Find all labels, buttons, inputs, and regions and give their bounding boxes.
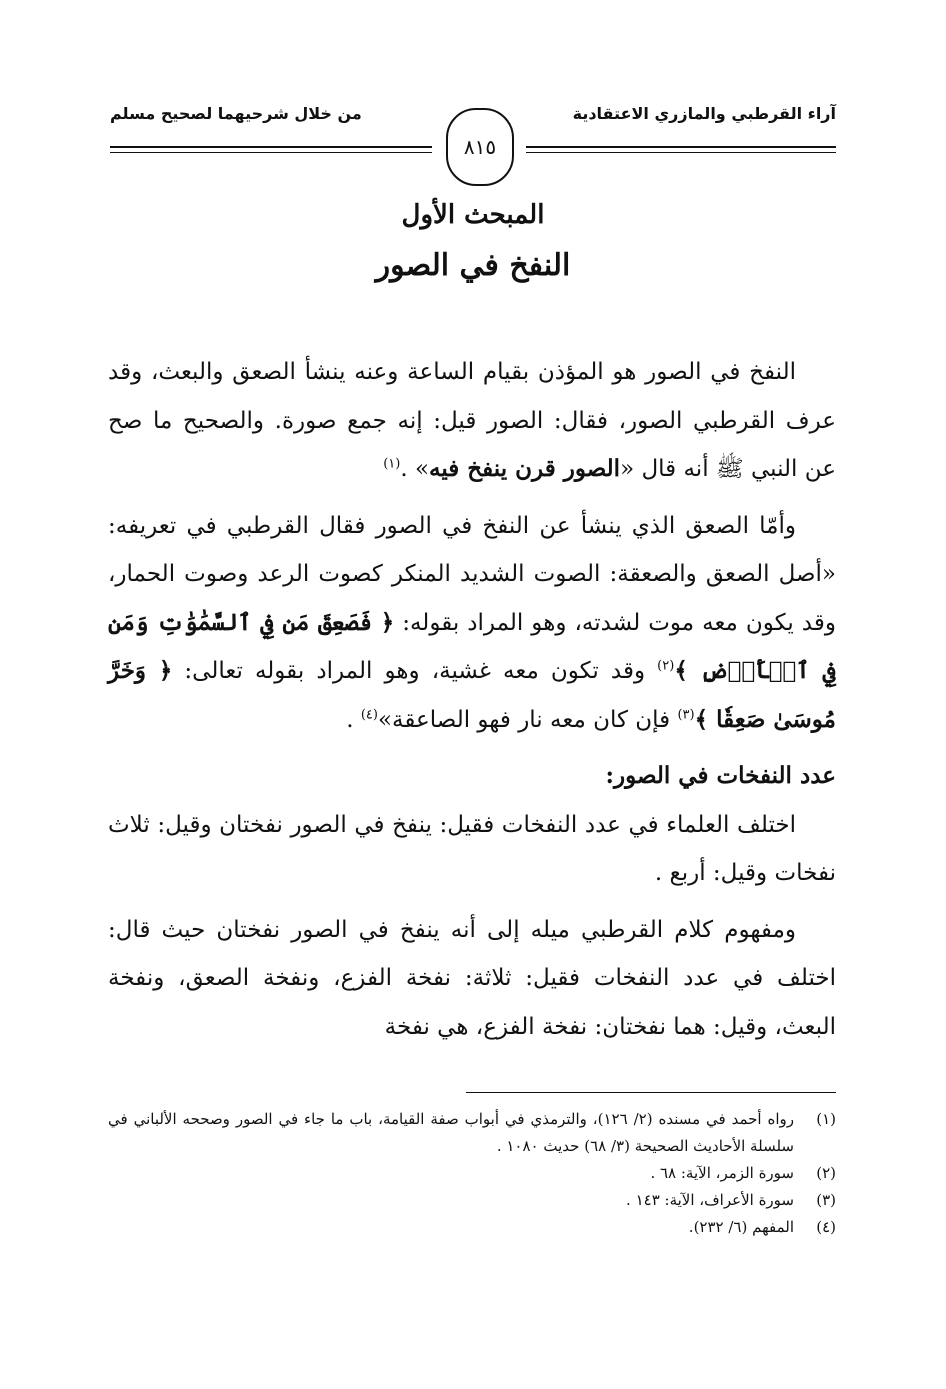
paragraph-3: اختلف العلماء في عدد النفخات فقيل: ينفخ في الصور نفختان وقيل: ثلاث نفخات وقيل: أربع . — [108, 811, 836, 886]
section-title: المبحث الأول — [401, 200, 545, 230]
footnote-text: المفهم (٦/ ٢٣٢). — [688, 1218, 794, 1236]
footnote-divider — [466, 1092, 836, 1093]
footnote-text: سورة الأعراف، الآية: ١٤٣ . — [626, 1191, 794, 1209]
footnote-text: سورة الزمر، الآية: ٦٨ . — [650, 1164, 794, 1182]
footnote-number: (٤) — [816, 1218, 836, 1236]
footnote-number: (٢) — [816, 1164, 836, 1182]
paragraph-4: ومفهوم كلام القرطبي ميله إلى أنه ينفخ في الصور نفختان حيث قال: اختلف في عدد النفخات فقيل: ثلاثة: نفخة الفزع، ونفخة الصعق، ونفخة البعث، وقيل: هما نفختان: نفخة الفزع، هي نفخة — [108, 916, 836, 1040]
header-rule-right — [526, 146, 836, 153]
footnote-text: رواه أحمد في مسنده (٢/ ١٢٦)، والترمذي في أبواب صفة القيامة، باب ما جاء في الصور وصححه الألباني في سلسلة الأحاديث الصحيحة (٣/ ٦٨) حديث ١٠٨٠ . — [108, 1110, 795, 1155]
p1-quote: الصور قرن ينفخ فيه — [429, 455, 621, 482]
footnote-ref-4[interactable]: (٤) — [360, 706, 378, 722]
p2-mid: وقد تكون معه غشية، وهو المراد بقوله تعالى: — [172, 658, 658, 684]
p1-text: النفخ في الصور هو المؤذن بقيام الساعة وعنه ينشأ الصعق والبعث، وقد عرف القرطبي الصور، فقال: الصور قيل: إنه جمع صورة. والصحيح ما صح عن النبي ﷺ أنه قال « — [108, 359, 836, 482]
footnotes — [108, 1106, 836, 1241]
footnote-item — [108, 1214, 836, 1241]
subheading: عدد النفخات في الصور: — [605, 762, 836, 789]
footnote-number: (٣) — [816, 1191, 836, 1209]
paragraph-2 — [108, 502, 836, 745]
p1-end: » . — [400, 456, 430, 482]
quran-verse-2: ﴿ وَخَرَّ مُوسَىٰ صَعِقٗا ﴾ — [108, 657, 836, 733]
p2-text: وأمّا الصعق الذي ينشأ عن النفخ في الصور فقال القرطبي في تعريفه: «أصل الصعق والصعقة: الصوت الشديد المنكر كصوت الرعد وصوت الحمار، وقد يكون معه موت لشدته، وهو المراد بقوله: — [108, 512, 836, 636]
topic-title: النفخ في الصور — [375, 248, 571, 283]
p2-end: فإن كان معه نار فهو الصاعقة» — [377, 706, 678, 733]
footnote-ref-2[interactable]: (٢) — [657, 658, 675, 674]
page-header — [110, 96, 836, 192]
running-title-right: آراء القرطبي والمازري الاعتقادية — [572, 104, 836, 123]
footnote-ref-1[interactable]: (١) — [383, 456, 401, 472]
running-title-left: من خلال شرحيهما لصحيح مسلم — [110, 104, 362, 123]
page-number: ٨١٥ — [446, 108, 514, 186]
header-rule-left — [110, 146, 432, 153]
footnote-item — [108, 1106, 836, 1160]
footnote-item — [108, 1160, 836, 1187]
footnote-item — [108, 1187, 836, 1214]
paragraph-1 — [108, 348, 836, 494]
main-text — [108, 348, 836, 1059]
footnote-ref-3[interactable]: (٣) — [677, 706, 695, 722]
p2-final: . — [346, 706, 361, 733]
quran-verse-1: ﴿ فَصَعِقَ مَن فِي ٱلسَّمَٰوَٰتِ وَمَن فِي ٱلۡأَرۡضِ ﴾ — [108, 608, 836, 684]
footnote-number: (١) — [816, 1110, 836, 1128]
